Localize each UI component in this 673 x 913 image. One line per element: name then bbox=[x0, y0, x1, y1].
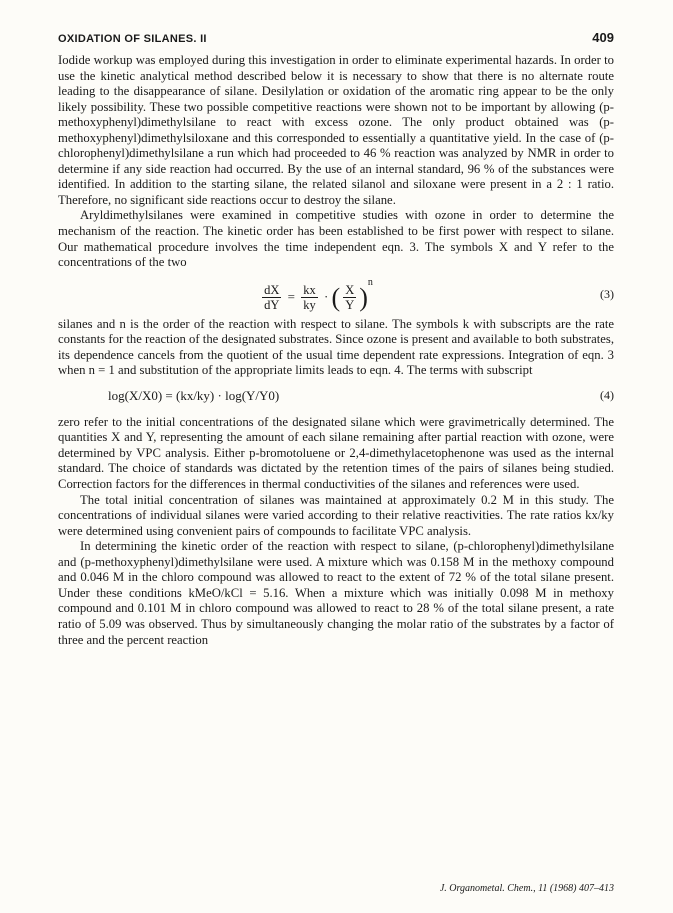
eq3-lhs-fraction bbox=[262, 283, 281, 312]
equation-3: $\frac{dX}{dY}$ = $\frac{kx}{ky}$ · ( $\frac{X}{Y}$ )$^n$ (3) bbox=[264, 276, 614, 313]
equation-3-label: (3) bbox=[600, 287, 614, 302]
eq3-kx: kx bbox=[303, 283, 316, 298]
paragraph-6: In determining the kinetic order of the reaction with respect to silane, (p-chlorophenyl)dimethylsilane and (p-methoxyphenyl)dimethylsilane were used. A mixture which was 0.158 M in the methoxy compound and 0.046 M in the chloro compound was allowed to react to the extent of 72 % of the total silane present. Under these conditions kMeO/kCl = 5.16. When a mixture which was initially 0.098 M in methoxy compound and 0.101 M in chloro compound was allowed to react to 28 % of the total silane present, a rate ratio of 5.09 was observed. Thus by simultaneously changing the molar ratio of the substrates by a factor of three and the percent reaction bbox=[58, 539, 614, 647]
eq3-conc-fraction bbox=[343, 283, 356, 312]
eq3-dX: dX bbox=[264, 283, 280, 298]
eq3-exponent: n bbox=[367, 276, 373, 288]
eq3-Y: Y bbox=[345, 298, 355, 313]
paragraph-1: Iodide workup was employed during this investigation in order to eliminate experimental hazards. In order to use the kinetic analytical method described below it is necessary to show that there is no alternate route leading to the disappearance of silane. Desilylation or oxidation of the aromatic ring appear to be the only likely possibility. These two possible competitive reactions were shown not to be important by allowing (p-methoxyphenyl)dimethylsilane to react with excess ozone. The only product obtained was (p-methoxyphenyl)dimethylsiloxane and this corresponded to essentially a quantitative yield. In the case of (p-chlorophenyl)dimethylsilane a run which had proceeded to 46 % reaction was analyzed by NMR in order to determine if any side reaction had occurred. By the use of an internal standard, 96 % of the substances were identified. In addition to the starting silane, the related silanol and siloxane were present in a 2 : 1 ratio. Therefore, no significant side reactions occur to destroy the silane. bbox=[58, 53, 614, 207]
paragraph-4: zero refer to the initial concentrations of the designated silane which were gravimetrically determined. The quantities X and Y, representing the amount of each silane remaining after partial reaction with ozone, were determined by VPC analysis. Either p-bromotoluene or 2,4-dimethylacetophenone was used as the internal standard. The choice of standards was dictated by the retention times of the pairs of silanes being studied. Correction factors for the differences in thermal conductivities of the silanes and references were used. bbox=[58, 414, 614, 492]
eq3-ky: ky bbox=[303, 298, 316, 313]
equation-4-label: (4) bbox=[600, 388, 614, 403]
page-header bbox=[58, 30, 614, 45]
paragraph-3: silanes and n is the order of the reaction with respect to silane. The symbols k with subscripts are the rate constants for the reaction of the designated substrates. Since ozone is present and available to both substrates, its dependence cancels from the quotient of the usual time dependent rate expressions. Integration of eqn. 3 when n = 1 and substitution of the appropriate limits leads to eqn. 4. The terms with subscript bbox=[58, 316, 614, 378]
equation-4 bbox=[58, 381, 614, 411]
eq3-rate-fraction bbox=[301, 283, 318, 312]
equation-4-body: log(X/X0) = (kx/ky) · log(Y/Y0) bbox=[108, 387, 280, 403]
journal-citation: J. Organometal. Chem., 11 (1968) 407–413 bbox=[439, 883, 614, 894]
paragraph-5: The total initial concentration of silanes was maintained at approximately 0.2 M in this study. The concentrations of individual silanes were varied according to their relative reactivities. The rate ratios kx/ky were determined using convenient pairs of compounds to facilitate VPC analysis. bbox=[58, 492, 614, 538]
running-head: OXIDATION OF SILANES. II bbox=[58, 33, 207, 45]
eq3-X: X bbox=[345, 283, 355, 298]
eq3-dY: dY bbox=[264, 298, 280, 313]
page-number: 409 bbox=[592, 30, 614, 45]
paragraph-2: Aryldimethylsilanes were examined in competitive studies with ozone in order to determine the mechanism of the reaction. The kinetic order has been established to be first power with respect to silane. Our mathematical procedure involves the time independent eqn. 3. The symbols X and Y refer to the concentrations of the two bbox=[58, 208, 614, 270]
page-body bbox=[58, 30, 614, 648]
